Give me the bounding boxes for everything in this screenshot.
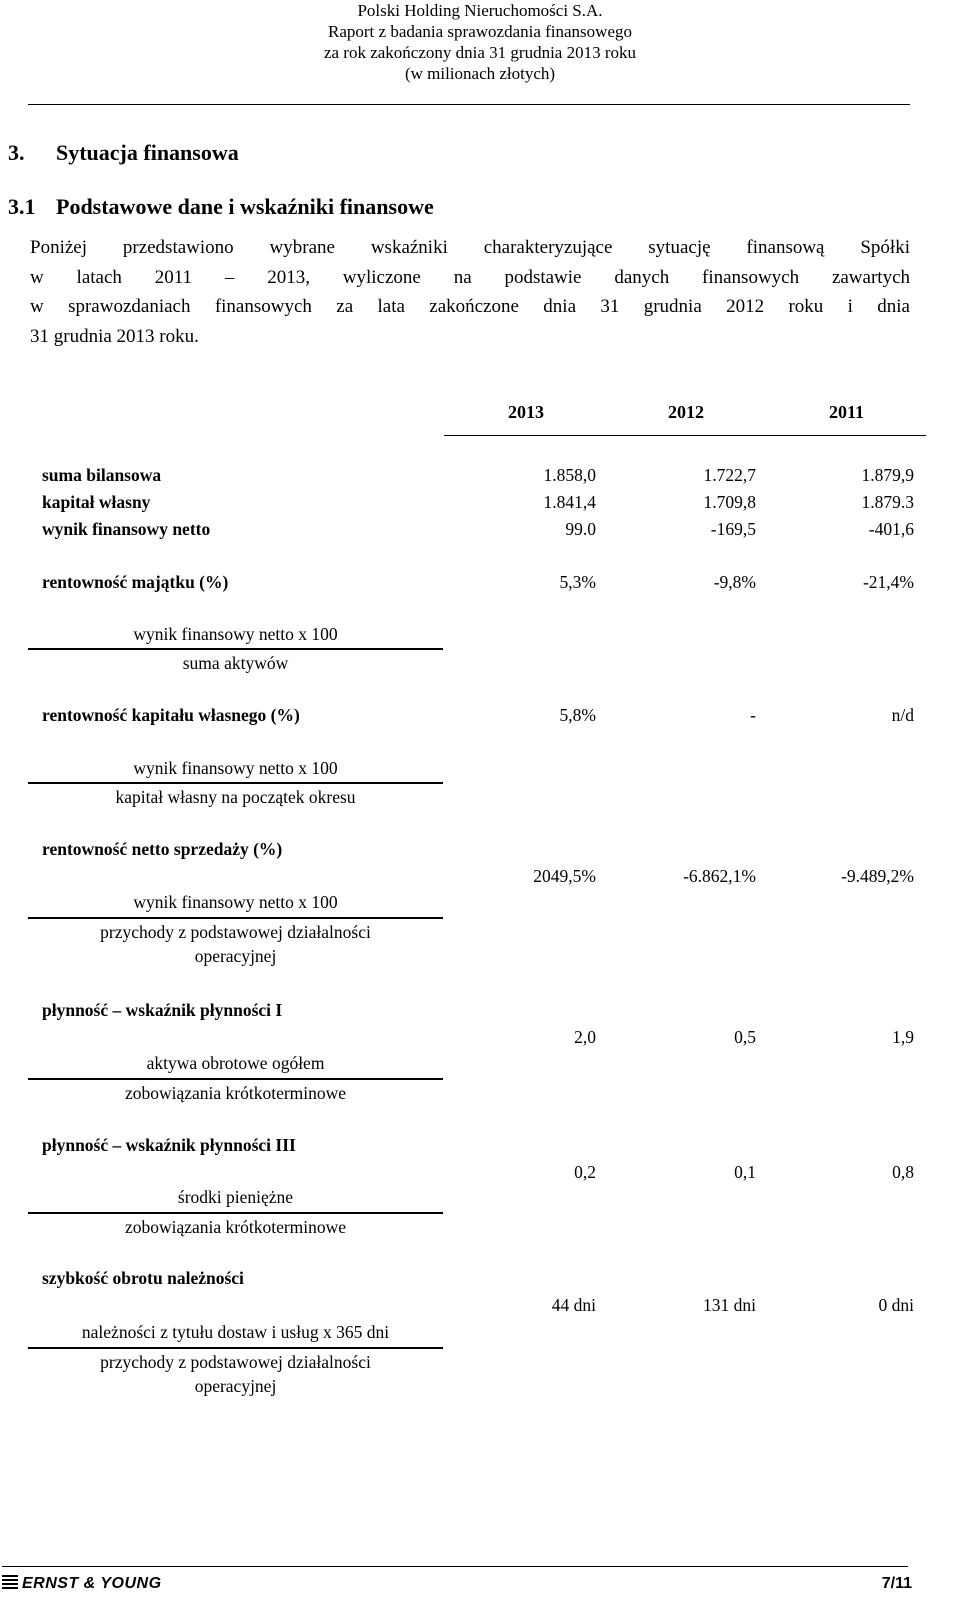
formula-fraction-line [28, 1347, 443, 1349]
row-label-kapital-wlasny: kapitał własny [42, 492, 151, 512]
value-cell: - [750, 705, 756, 725]
intro-paragraph [30, 233, 910, 351]
year-header-rule [444, 435, 926, 436]
row-label-suma-bilansowa: suma bilansowa [42, 465, 162, 485]
intro-line: 31 grudnia 2013 roku. [30, 325, 199, 347]
value-cell: -21,4% [862, 572, 914, 592]
value-cell: 1.879,9 [861, 465, 914, 485]
value-cell: 0,1 [734, 1162, 756, 1182]
value-cell: -9.489,2% [841, 866, 914, 886]
intro-line: Poniżej przedstawiono wybrane wskaźniki charakteryzujące sytuację finansową Spółki [30, 237, 910, 258]
formula-denominator-cont: operacyjnej [194, 946, 277, 966]
formula-fraction-line [28, 648, 443, 650]
section-number: 3. [8, 140, 25, 165]
value-cell: -169,5 [710, 519, 756, 539]
year-header-2013: 2013 [508, 402, 544, 422]
formula-fraction-line [28, 917, 443, 919]
ratio-label-obrot-naleznosci: szybkość obrotu należności [42, 1268, 244, 1288]
value-cell: 1.879.3 [861, 492, 914, 512]
ratio-label-rentownosc-sprzedazy: rentowność netto sprzedaży (%) [42, 839, 283, 859]
section-title: Sytuacja finansowa [56, 140, 239, 165]
logo-text: ERNST & YOUNG [22, 1575, 162, 1592]
header-company: Polski Holding Nieruchomości S.A. [357, 1, 603, 20]
header-report: Raport z badania sprawozdania finansowego [328, 22, 632, 41]
formula-numerator: należności z tytułu dostaw i usług x 365 dni [81, 1322, 390, 1342]
year-header-2012: 2012 [668, 402, 704, 422]
ratio-label-plynnosc-1: płynność – wskaźnik płynności I [42, 1000, 283, 1020]
formula-denominator: zobowiązania krótkoterminowe [124, 1083, 347, 1103]
formula-denominator: przychody z podstawowej działalności [100, 922, 371, 942]
value-cell: n/d [891, 705, 914, 725]
formula-denominator: suma aktywów [182, 653, 289, 673]
value-cell: 1.709,8 [703, 492, 756, 512]
footer-rule [2, 1566, 908, 1567]
header-period: za rok zakończony dnia 31 grudnia 2013 roku [323, 43, 637, 62]
formula-fraction-line [28, 1078, 443, 1080]
formula-denominator: kapitał własny na początek okresu [115, 787, 356, 807]
formula-numerator: środki pieniężne [177, 1187, 294, 1207]
value-cell: 2,0 [574, 1027, 596, 1047]
value-cell: -6.862,1% [683, 866, 756, 886]
value-cell: 44 dni [551, 1295, 596, 1315]
formula-numerator: wynik finansowy netto x 100 [133, 624, 338, 644]
value-cell: -9,8% [713, 572, 756, 592]
formula-numerator: aktywa obrotowe ogółem [146, 1053, 325, 1073]
page-number: 7/11 [881, 1575, 912, 1592]
row-label-wynik-finansowy-netto: wynik finansowy netto [42, 519, 211, 539]
formula-denominator: przychody z podstawowej działalności [100, 1352, 371, 1372]
formula-numerator: wynik finansowy netto x 100 [133, 758, 338, 778]
value-cell: 0 dni [878, 1295, 914, 1315]
ratio-label-rentownosc-majatku: rentowność majątku (%) [42, 572, 229, 592]
header-unit: (w milionach złotych) [404, 64, 556, 83]
value-cell: 0,8 [892, 1162, 914, 1182]
value-cell: 0,5 [734, 1027, 756, 1047]
value-cell: 131 dni [703, 1295, 756, 1315]
subsection-title: Podstawowe dane i wskaźniki finansowe [56, 194, 434, 219]
value-cell: 1,9 [892, 1027, 914, 1047]
intro-line: w sprawozdaniach finansowych za lata zakończone dnia 31 grudnia 2012 roku i dnia [30, 296, 910, 317]
ernst-young-logo [2, 1575, 162, 1593]
value-cell: 5,3% [559, 572, 596, 592]
value-cell: -401,6 [868, 519, 914, 539]
formula-numerator: wynik finansowy netto x 100 [133, 892, 338, 912]
formula-fraction-line [28, 782, 443, 784]
value-cell: 0,2 [574, 1162, 596, 1182]
value-cell: 1.841,4 [543, 492, 596, 512]
logo-mark-icon [2, 1575, 18, 1589]
header-rule [28, 104, 910, 105]
value-cell: 99.0 [565, 519, 596, 539]
value-cell: 1.858,0 [543, 465, 596, 485]
value-cell: 1.722,7 [703, 465, 756, 485]
formula-denominator-cont: operacyjnej [194, 1376, 277, 1396]
formula-denominator: zobowiązania krótkoterminowe [124, 1217, 347, 1237]
ratio-label-plynnosc-3: płynność – wskaźnik płynności III [42, 1135, 296, 1155]
subsection-number: 3.1 [8, 194, 36, 219]
value-cell: 2049,5% [533, 866, 596, 886]
formula-fraction-line [28, 1212, 443, 1214]
intro-line: w latach 2011 – 2013, wyliczone na podstawie danych finansowych zawartych [30, 266, 910, 288]
value-cell: 5,8% [559, 705, 596, 725]
year-header-2011: 2011 [828, 402, 864, 422]
ratio-label-rentownosc-kapitalu: rentowność kapitału własnego (%) [42, 705, 300, 725]
